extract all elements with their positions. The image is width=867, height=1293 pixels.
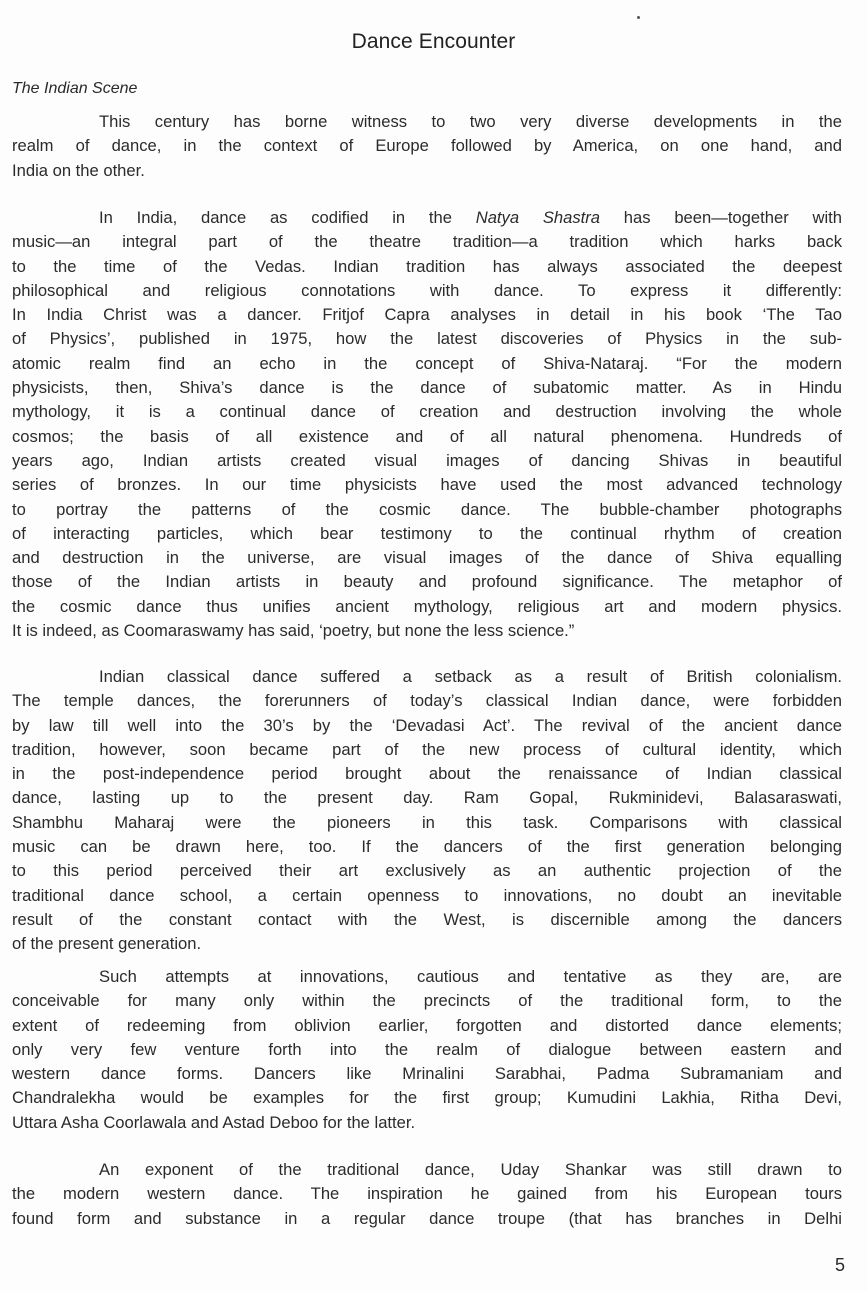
page-number: 5 xyxy=(834,1255,845,1275)
text-line: and destruction in the universe, are visual images of the dance of Shiva equalling xyxy=(12,548,842,568)
text-line: to the time of the Vedas. Indian tradition has always associated the deepest xyxy=(12,256,842,276)
text-line: conceivable for many only within the precincts of the traditional form, to the xyxy=(12,991,842,1011)
text-line: of Physics’, published in 1975, how the latest discoveries of Physics in the sub- xyxy=(12,329,842,349)
text-line: traditional dance school, a certain openness to innovations, no doubt an inevitable xyxy=(12,885,842,905)
text-line: Shambhu Maharaj were the pioneers in this task. Comparisons with classical xyxy=(12,812,842,832)
text-line: found form and substance in a regular dance troupe (that has branches in Delhi xyxy=(12,1208,842,1228)
text-line: those of the Indian artists in beauty and profound significance. The metaphor of xyxy=(12,572,842,592)
text-line: In India Christ was a dancer. Fritjof Capra analyses in detail in his book ‘The Tao xyxy=(12,305,842,325)
text-line: music—an integral part of the theatre tradition—a tradition which harks back xyxy=(12,232,842,252)
text-line: It is indeed, as Coomaraswamy has said, ‘poetry, but none the less science.” xyxy=(12,621,575,641)
text-line: dance, lasting up to the present day. Ram Gopal, Rukminidevi, Balasaraswati, xyxy=(12,788,842,808)
text-line: The temple dances, the forerunners of today’s classical Indian dance, were forbidden xyxy=(12,691,842,711)
text-line: series of bronzes. In our time physicists have used the most advanced technology xyxy=(12,475,842,495)
page-title: Dance Encounter xyxy=(351,30,516,53)
scan-speck xyxy=(637,16,640,19)
text-line: only very few venture forth into the realm of dialogue between eastern and xyxy=(12,1039,842,1059)
text-line: in the post-independence period brought about the renaissance of Indian classical xyxy=(12,764,842,784)
text-line: cosmos; the basis of all existence and of all natural phenomena. Hundreds of xyxy=(12,426,842,446)
text-line: extent of redeeming from oblivion earlier, forgotten and distorted dance elements; xyxy=(12,1015,842,1035)
text-line: physicists, then, Shiva’s dance is the dance of subatomic matter. As in Hindu xyxy=(12,378,842,398)
text-line xyxy=(12,206,842,230)
text-line: India on the other. xyxy=(12,160,145,180)
text-line: western dance forms. Dancers like Mrinalini Sarabhai, Padma Subramaniam and xyxy=(12,1064,842,1084)
text-line: philosophical and religious connotations with dance. To express it differently: xyxy=(12,280,842,300)
text-line: An exponent of the traditional dance, Uday Shankar was still drawn to xyxy=(99,1160,842,1179)
text-line: of the present generation. xyxy=(12,934,202,954)
text-line: Such attempts at innovations, cautious and tentative as they are, are xyxy=(99,967,842,986)
text-line: tradition, however, soon became part of the new process of cultural identity, which xyxy=(12,739,842,759)
text-line: to this period perceived their art exclusively as an authentic projection of the xyxy=(12,861,842,881)
text-span: has been—together with xyxy=(600,208,842,227)
italic-title-natya-shastra: Natya Shastra xyxy=(475,208,601,227)
paragraph-4 xyxy=(12,965,842,1135)
text-line: years ago, Indian artists created visual images of dancing Shivas in beautiful xyxy=(12,450,842,470)
text-line: mythology, it is a continual dance of creation and destruction involving the whole xyxy=(12,402,842,422)
paragraph-1 xyxy=(12,110,842,183)
text-line: by law till well into the 30’s by the ‘Devadasi Act’. The revival of the ancient dance xyxy=(12,715,842,735)
text-line: atomic realm find an echo in the concept of Shiva-Nataraj. “For the modern xyxy=(12,353,842,373)
section-heading: The Indian Scene xyxy=(12,80,138,97)
text-line: result of the constant contact with the West, is discernible among the dancers xyxy=(12,909,842,929)
text-line: the cosmic dance thus unifies ancient mythology, religious art and modern physics. xyxy=(12,596,842,616)
paragraph-2 xyxy=(12,206,842,643)
paragraph-3 xyxy=(12,665,842,957)
text-line: to portray the patterns of the cosmic dance. The bubble-chamber photographs xyxy=(12,499,842,519)
text-line: of interacting particles, which bear testimony to the continual rhythm of creation xyxy=(12,523,842,543)
text-line: Uttara Asha Coorlawala and Astad Deboo for the latter. xyxy=(12,1112,416,1132)
text-line: Indian classical dance suffered a setback as a result of British colonialism. xyxy=(99,667,842,686)
text-line: Chandralekha would be examples for the first group; Kumudini Lakhia, Ritha Devi, xyxy=(12,1088,842,1108)
text-line: This century has borne witness to two very diverse developments in the xyxy=(99,112,842,131)
text-line: realm of dance, in the context of Europe followed by America, on one hand, and xyxy=(12,136,842,156)
text-line: the modern western dance. The inspiration he gained from his European tours xyxy=(12,1184,842,1204)
paragraph-5 xyxy=(12,1158,842,1231)
text-line: music can be drawn here, too. If the dancers of the first generation belonging xyxy=(12,837,842,857)
text-span: In India, dance as codified in the xyxy=(99,208,476,227)
